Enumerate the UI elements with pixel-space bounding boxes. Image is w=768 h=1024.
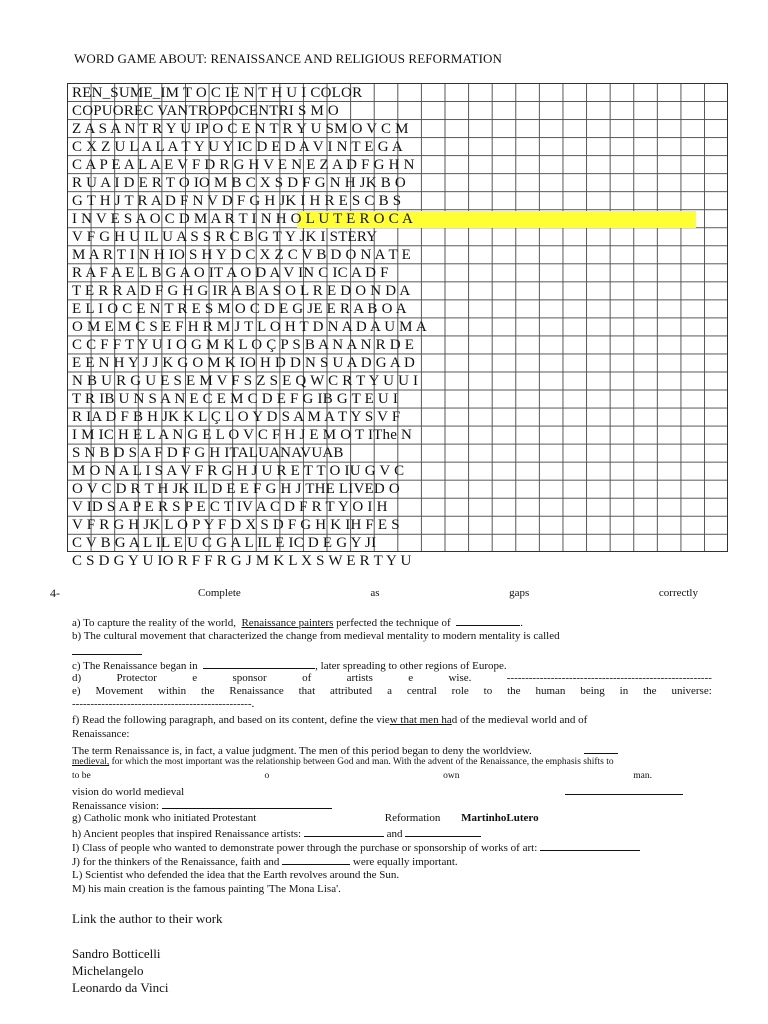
- grid-row: C V B G A L IL E U C G A L IL E IC D E G Y JI: [72, 535, 377, 551]
- question-f-3: The term Renaissance is, in fact, a value judgment. The men of this period began to deny the worldview.: [72, 743, 712, 757]
- question-h: h) Ancient peoples that inspired Renaissance artists: and: [72, 826, 712, 840]
- blank-j[interactable]: [282, 854, 350, 865]
- question-b: b) The cultural movement that characterized the change from medieval mentality to modern mentality is called: [72, 630, 560, 642]
- grid-row: COPUOREC VANTROPOCENTRI S M O: [72, 103, 339, 119]
- instruction-line: Complete as gaps correctly: [198, 587, 698, 599]
- author-michelangelo: Michelangelo: [72, 963, 144, 978]
- question-c: c) The Renaissance began in , later spreading to other regions of Europe.: [72, 660, 507, 672]
- blank-b[interactable]: [72, 644, 142, 655]
- question-f-4: medieval, for which the most important was the relationship between God and man. With the advent of the Renaissance, the emphasis shifts to: [72, 757, 614, 767]
- blank-f-medieval[interactable]: [565, 784, 683, 795]
- question-f: f) Read the following paragraph, and based on its content, define the view that men had of the medieval world and of: [72, 714, 588, 726]
- question-a: a) To capture the reality of the world, Renaissance painters perfected the technique of .: [72, 617, 523, 629]
- grid-row: I M IC H E L A N G E L O V C F H J E M O T IThe N: [72, 427, 413, 443]
- grid-row: V F G H U IL U A S S R C B G T Y JK I STERY: [72, 229, 378, 245]
- question-g: g) Catholic monk who initiated Protestant Reformation MartinhoLutero: [72, 812, 717, 824]
- blank-b-line: [72, 644, 712, 658]
- grid-row: T R IB U N S A N E C E M C D E F G IB G T E U I: [72, 391, 399, 407]
- grid-row: C X Z U L A L A T Y U Y IC D E D A V I N T E G A: [72, 139, 403, 155]
- grid-row: REN_SUME_IM T O C IE N T H U I COLOR: [72, 85, 363, 101]
- grid-row: C S D G Y U IO R F F R G J M K L X S W E R T Y U: [72, 553, 412, 569]
- grid-row: C A P E A L A E V F D R G H V E N E Z A D F G H N: [72, 157, 415, 173]
- question-e: e) Movement within the Renaissance that attributed a central role to the human being in the universe:: [72, 685, 712, 697]
- grid-row: S N B D S A F D F G H ITALUANAVUAB: [72, 445, 344, 461]
- question-m: M) his main creation is the famous painting 'The Mona Lisa'.: [72, 883, 341, 895]
- blank-a[interactable]: [456, 615, 520, 626]
- grid-row: E E N H Y J J K G O M K IO H D D N S U A D G A D: [72, 355, 416, 371]
- question-f-2: Renaissance:: [72, 728, 130, 740]
- blank-f[interactable]: [584, 743, 618, 754]
- grid-row: G T H J T R A D F N V D F G H JK I H R E S C B S: [72, 193, 402, 209]
- grid-row: O V C D R T H JK IL D E E F G H J THE LIVED O: [72, 481, 400, 497]
- grid-row: T E R R A D F G H G IR A B A S O L R E D O N D A: [72, 283, 411, 299]
- answer-martinho-lutero: MartinhoLutero: [461, 812, 539, 824]
- author-botticelli: Sandro Botticelli: [72, 946, 161, 961]
- word-search-grid: [67, 83, 728, 569]
- grid-row: R U A I D E R T O IO M B C X S D F G N H JK B O: [72, 175, 406, 191]
- blank-h-1[interactable]: [304, 826, 384, 837]
- grid-row: R A F A E L B G A O IT A O D A V IN C IC A D F: [72, 265, 389, 281]
- question-l: L) Scientist who defended the idea that the Earth revolves around the Sun.: [72, 869, 400, 881]
- link-instruction: Link the author to their work: [72, 911, 223, 926]
- question-f-6: vision do world medieval: [72, 784, 732, 798]
- question-number: 4-: [50, 586, 60, 600]
- blank-i[interactable]: [540, 840, 640, 851]
- grid-row: N B U R G U E S E M V F S Z S E Q W C R T Y U U I: [72, 373, 419, 389]
- question-i: I) Class of people who wanted to demonstrate power through the purchase or sponsorship of works of art:: [72, 840, 742, 854]
- question-d: d) Protector e sponsor of artists e wise. --------------------------------------------------------: [72, 672, 712, 684]
- blank-f-renaissance[interactable]: [162, 798, 332, 809]
- grid-row: O M E M C S E F H R M J T L O H T D N A D A U M A: [72, 319, 427, 335]
- grid-row: V F R G H JK L O P Y F D X S D F G H K IH F E S: [72, 517, 400, 533]
- question-f-7: Renaissance vision:: [72, 798, 712, 812]
- grid-row: E L I O C E N T R E S M O C D E G JE E R A B O A: [72, 301, 407, 317]
- grid-row: M O N A L I S A V F R G H J U R E T T O IU G V C: [72, 463, 405, 479]
- question-f-5: to be o own man.: [72, 771, 652, 781]
- grid-row: R IA D F B H JK K L Ç L O Y D S A M A T Y S V F: [72, 409, 401, 425]
- question-e-dashes: -------------------------------------------------.: [72, 698, 255, 710]
- question-j: J) for the thinkers of the Renaissance, faith and were equally important.: [72, 856, 458, 868]
- blank-c[interactable]: [203, 658, 315, 669]
- author-da-vinci: Leonardo da Vinci: [72, 980, 169, 995]
- grid-row: Z A S A N T R Y U IP O C E N T R Y U SM O V C M: [72, 121, 409, 137]
- grid-row: C C F F T Y U I O G M K L O Ç P S B A N A N R D E: [72, 337, 415, 353]
- grid-row: V ID S A P E R S P E C T IV A C D F R T Y O I H: [72, 499, 388, 515]
- blank-h-2[interactable]: [405, 826, 481, 837]
- grid-row: M A R T I N H IO S H Y D C X Z C V B D O N A T E: [72, 247, 411, 263]
- page-title: WORD GAME ABOUT: RENAISSANCE AND RELIGIOUS REFORMATION: [74, 51, 502, 66]
- grid-row: I N V E S A O C D M A R T I N H O L U T E R O C A: [68, 210, 727, 228]
